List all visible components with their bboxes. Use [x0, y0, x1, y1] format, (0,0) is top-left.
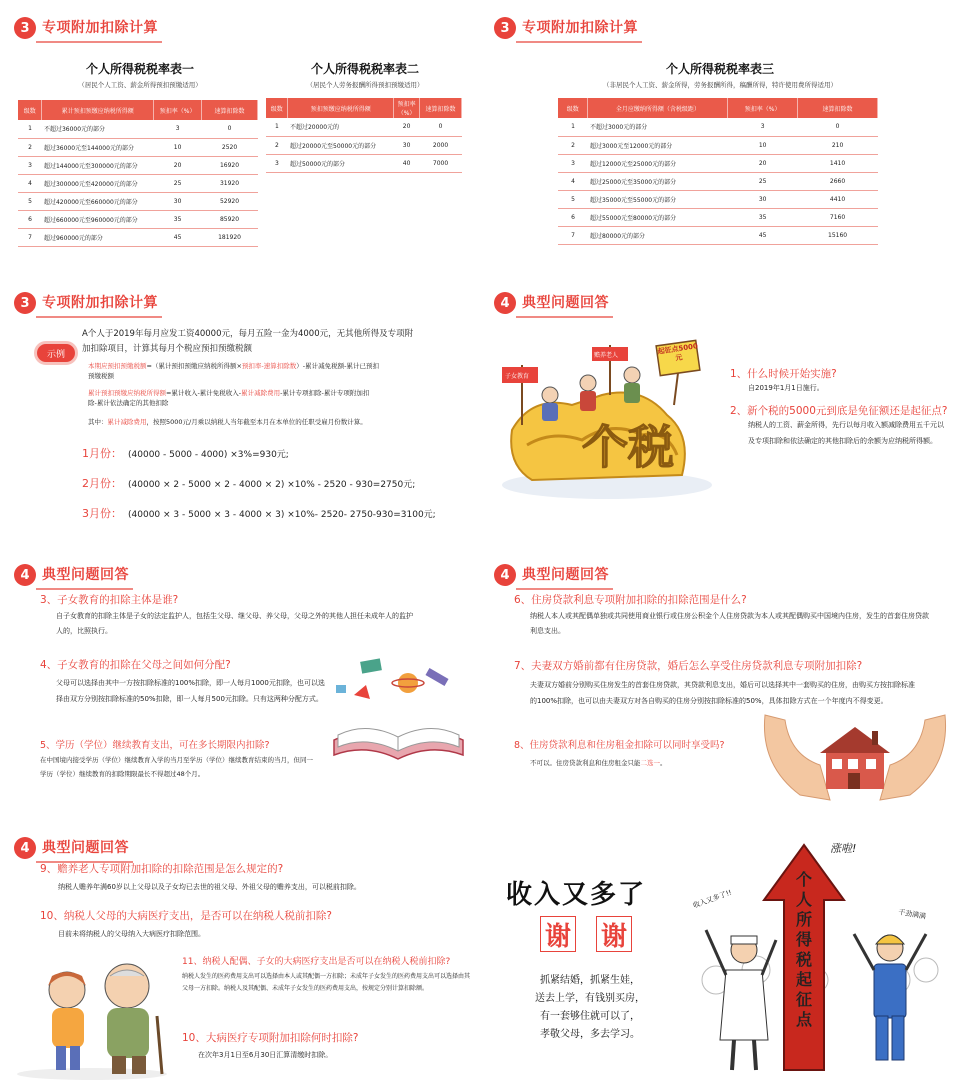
- section-number: 4: [494, 564, 516, 586]
- answer-8-highlight: 二选一: [640, 759, 660, 767]
- section-title: 典型问题回答: [522, 564, 609, 586]
- answer-8: [530, 756, 770, 771]
- table-cell: 7: [558, 226, 588, 244]
- table-cell: 15160: [798, 226, 878, 244]
- table-row: [558, 172, 878, 190]
- example-intro-line: 加扣除项目，计算其每月个税应预扣预缴税额: [82, 344, 253, 354]
- img-sign-text: 起征点5000元: [657, 342, 699, 363]
- table-cell: 超过144000元至300000元的部分: [42, 156, 154, 174]
- month-calc-2: [82, 475, 415, 491]
- question-3: 3、子女教育的扣除主体是谁?: [40, 594, 179, 606]
- shout-1: 涨啦!: [830, 842, 857, 855]
- table-cell: 0: [798, 118, 878, 136]
- formula-2: [88, 388, 448, 408]
- table-cell: 超过12000元至25000元的部分: [588, 154, 728, 172]
- table3-body: [558, 118, 878, 244]
- table-cell: 52920: [202, 192, 258, 210]
- table-header: 级数: [266, 98, 288, 118]
- table-cell: 1: [266, 118, 288, 136]
- table-cell: 0: [420, 118, 462, 136]
- elder-and-child-illustration: [12, 946, 177, 1081]
- question-11: 11、纳税人配偶、子女的大病医疗支出是否可以在纳税人税前扣除?: [182, 957, 451, 967]
- section-number: 4: [14, 564, 36, 586]
- section-number: 4: [494, 292, 516, 314]
- table1-subtitle: （居民个人工资、薪金所得预扣预缴适用）: [78, 81, 202, 89]
- month-formula: (40000 × 3 - 5000 × 3 - 4000 × 3) ×10%- 2520- 2750-930=3100元;: [128, 510, 436, 520]
- table-row: [18, 156, 258, 174]
- table-cell: 2000: [420, 136, 462, 154]
- table-cell: 超过20000元至50000元的部分: [288, 136, 394, 154]
- table-row: [558, 226, 878, 244]
- table-cell: 30: [154, 192, 202, 210]
- table-cell: 2660: [798, 172, 878, 190]
- table-cell: 1410: [798, 154, 878, 172]
- table-cell: 3: [18, 156, 42, 174]
- answer-6: 纳税人本人或其配偶单独或共同使用商业银行或住房公积金个人住房贷款为本人或其配偶购买中国境内住房，发生的首套住房贷款利息支出。: [530, 612, 929, 635]
- table-cell: 超过50000元的部分: [288, 154, 394, 172]
- table-row: [18, 210, 258, 228]
- table-cell: 1: [558, 118, 588, 136]
- answer-2: 纳税人的工资、薪金所得，先行以每月收入额减除费用五千元以及专项扣除和依法确定的其他扣除后的余额为应纳税所得额。: [748, 421, 944, 445]
- table-cell: 210: [798, 136, 878, 154]
- poem-line: 抓紧结婚，抓紧生娃，: [540, 975, 640, 986]
- month-formula: (40000 - 5000 - 4000) ×3%=930元;: [128, 450, 289, 460]
- table-cell: 4: [18, 174, 42, 192]
- table-cell: 不超过36000元的部分: [42, 120, 154, 138]
- table1-title: 个人所得税税率表一: [85, 62, 194, 76]
- table-cell: 45: [154, 228, 202, 246]
- thanks-headline: 收入又多了: [506, 880, 647, 910]
- table-cell: 2: [558, 136, 588, 154]
- section-number: 3: [14, 17, 36, 39]
- answer-8-text: 。: [660, 759, 667, 767]
- formula-term: 预扣率-速算扣除数: [241, 362, 297, 370]
- table-cell: 20: [728, 154, 798, 172]
- section-header: [494, 564, 609, 586]
- table-cell: 超过25000元至35000元的部分: [588, 172, 728, 190]
- table-cell: 超过420000元至660000元的部分: [42, 192, 154, 210]
- table-cell: 20: [154, 156, 202, 174]
- table-row: [266, 118, 462, 136]
- table-cell: 2520: [202, 138, 258, 156]
- formula-text: =累计收入-累计免税收入-: [166, 389, 242, 397]
- table1-body: [18, 120, 258, 246]
- img-flag-2: 赡养老人: [594, 352, 619, 359]
- table-cell: 不超过3000元的部分: [588, 118, 728, 136]
- slide-calculation-example: [0, 275, 480, 543]
- table-cell: 40: [394, 154, 420, 172]
- table-cell: 35: [154, 210, 202, 228]
- table-header: 预扣率（%）: [728, 98, 798, 118]
- formula-1: [88, 361, 448, 381]
- table-cell: 25: [728, 172, 798, 190]
- question-6: 6、住房贷款利息专项附加扣除的扣除范围是什么?: [514, 594, 747, 606]
- table2-body: [266, 118, 462, 172]
- table-row: [558, 154, 878, 172]
- thanks-char: 谢: [596, 916, 632, 952]
- table-row: [18, 192, 258, 210]
- poem-line: 有一套够住就可以了，: [540, 1011, 640, 1022]
- tax-cartoon-illustration: [492, 335, 722, 505]
- table-cell: 超过3000元至12000元的部分: [588, 136, 728, 154]
- answer-11: 纳税人发生的医药费用支出可以选择由本人或其配偶一方扣除；未成年子女发生的医药费用支出可以选择由其父母一方扣除。纳税人及其配偶、未成年子女发生的医药费用支出，按规定分别计算扣除额。: [182, 973, 471, 992]
- answer-12: 在次年3月1日至6月30日汇算清缴时扣除。: [198, 1051, 333, 1059]
- note-text: ，按照5000元/月乘以纳税人当年截至本月在本单位的任职受雇月份数计算。: [146, 418, 367, 426]
- table-cell: 31920: [202, 174, 258, 192]
- formula-term: 累计减除费用: [241, 389, 281, 397]
- slide-tax-table-3: [480, 0, 960, 270]
- table-cell: 35: [728, 208, 798, 226]
- table-cell: 30: [728, 190, 798, 208]
- question-10: 10、纳税人父母的大病医疗支出，是否可以在纳税人税前扣除?: [40, 910, 332, 922]
- open-book-illustration: [326, 655, 471, 775]
- table-cell: 2: [266, 136, 288, 154]
- section-number: 3: [14, 292, 36, 314]
- example-intro-line: A个人于2019年每月应发工资40000元，每月五险一金为4000元，无其他所得及专项附: [82, 329, 414, 339]
- table-row: [18, 120, 258, 138]
- answer-3: 自子女教育的扣除主体是子女的法定监护人，包括生父母、继父母、养父母，父母之外的其他人担任未成年人的监护人的，比照执行。: [56, 612, 413, 635]
- month-formula: (40000 × 2 - 5000 × 2 - 4000 × 2) ×10% - 2520 - 930=2750元;: [128, 480, 416, 490]
- poem-line: 孝敬父母，多去学习。: [540, 1029, 640, 1040]
- table-cell: 7000: [420, 154, 462, 172]
- month-label: 3月份：: [82, 507, 122, 520]
- month-label: 1月份：: [82, 447, 122, 460]
- table-header: 速算扣除数: [798, 98, 878, 118]
- table-cell: 超过300000元至420000元的部分: [42, 174, 154, 192]
- month-calc-1: [82, 445, 289, 461]
- slide-thanks: [480, 820, 960, 1084]
- table-cell: 超过80000元的部分: [588, 226, 728, 244]
- slide-tax-tables-1-2: [0, 0, 480, 270]
- month-calc-3: [82, 505, 436, 521]
- question-12: 10、大病医疗专项附加扣除何时扣除?: [182, 1032, 359, 1044]
- poem-line: 送去上学，有钱别买房，: [535, 993, 645, 1004]
- table-cell: 20: [394, 118, 420, 136]
- answer-9: 纳税人赡养年满60岁以上父母以及子女均已去世的祖父母、外祖父母的赡养支出，可以税前扣除。: [58, 883, 361, 891]
- section-number: 3: [494, 17, 516, 39]
- tax-table-2: [266, 98, 462, 173]
- slide-qa-9-12: [0, 820, 480, 1084]
- table-cell: 不超过20000元的: [288, 118, 394, 136]
- table-row: [18, 228, 258, 246]
- house-in-hands-illustration: [760, 705, 950, 805]
- section-title: 典型问题回答: [522, 292, 609, 314]
- table3-title: 个人所得税税率表三: [665, 62, 774, 76]
- section-number: 4: [14, 837, 36, 859]
- example-intro: [82, 327, 472, 357]
- question-5: 5、学历（学位）继续教育支出，可在多长期限内扣除?: [40, 740, 270, 751]
- month-label: 2月份：: [82, 477, 122, 490]
- table-header: 预扣预缴应纳税所得额: [288, 98, 394, 118]
- question-9: 9、赡养老人专项附加扣除的扣除范围是怎么规定的?: [40, 863, 284, 875]
- table-cell: 3: [154, 120, 202, 138]
- table-row: [18, 174, 258, 192]
- table-header: 全月应缴纳所得额（含税级距）: [588, 98, 728, 118]
- section-title: 专项附加扣除计算: [42, 17, 158, 39]
- thanks-poem: [510, 972, 670, 1044]
- table-cell: 85920: [202, 210, 258, 228]
- table-cell: 超过660000元至960000元的部分: [42, 210, 154, 228]
- note-text: 其中：: [88, 418, 108, 426]
- table-header: 速算扣除数: [202, 100, 258, 120]
- table-row: [558, 118, 878, 136]
- answer-1: 自2019年1月1日施行。: [748, 384, 824, 392]
- table-row: [558, 208, 878, 226]
- section-header: [494, 17, 638, 39]
- formula-note: [88, 417, 458, 426]
- answer-4: 父母可以选择由其中一方按扣除标准的100%扣除，即一人每月1000元扣除，也可以选择由双方分别按扣除标准的50%扣除，即一人每月500元扣除。只有这两种分配方式。: [56, 679, 325, 703]
- question-8: 8、住房贷款利息和住房租金扣除可以同时享受吗?: [514, 740, 725, 751]
- formula-text: 预缴税额: [88, 372, 114, 380]
- slide-qa-6-8: [480, 547, 960, 817]
- table-cell: 6: [18, 210, 42, 228]
- table-cell: 5: [558, 190, 588, 208]
- section-header: [494, 292, 609, 314]
- img-big-text: 个税: [582, 420, 674, 474]
- table-cell: 30: [394, 136, 420, 154]
- table-cell: 超过35000元至55000元的部分: [588, 190, 728, 208]
- table-cell: 7: [18, 228, 42, 246]
- example-badge: 示例: [34, 341, 78, 365]
- celebration-illustration: [676, 830, 956, 1080]
- formula-text: -累计专项扣除-累计专项附加扣: [280, 389, 370, 397]
- table-cell: 10: [728, 136, 798, 154]
- formula-text: =（累计预扣预缴应纳税所得额×: [146, 362, 242, 370]
- tax-table-1: [18, 100, 258, 247]
- table-row: [558, 190, 878, 208]
- table-cell: 3: [558, 154, 588, 172]
- table-header: 级数: [18, 100, 42, 120]
- formula-term: 本期应预扣预缴税额: [88, 362, 147, 370]
- table-cell: 超过55000元至80000元的部分: [588, 208, 728, 226]
- table-cell: 超过36000元至144000元的部分: [42, 138, 154, 156]
- section-title: 典型问题回答: [42, 564, 129, 586]
- table-cell: 4410: [798, 190, 878, 208]
- shout-3: 干劲满满: [897, 908, 927, 921]
- table-cell: 超过960000元的部分: [42, 228, 154, 246]
- table-row: [18, 138, 258, 156]
- tax-table-3: [558, 98, 878, 245]
- table-cell: 2: [18, 138, 42, 156]
- table-cell: 3: [266, 154, 288, 172]
- answer-8-text: 不可以。住房贷款利息和住房租金只能: [530, 759, 641, 767]
- table-header: 预扣率（%）: [394, 98, 420, 118]
- table-cell: 6: [558, 208, 588, 226]
- answer-5: 在中国境内接受学历（学位）继续教育入学的当月至学历（学位）继续教育结束的当月，但同一学历（学位）继续教育的扣除期限最长不得超过48个月。: [40, 756, 313, 778]
- table2-subtitle: （居民个人劳务报酬所得预扣预缴适用）: [306, 81, 424, 89]
- table-cell: 7160: [798, 208, 878, 226]
- slide-qa-3-5: [0, 547, 480, 817]
- table-cell: 10: [154, 138, 202, 156]
- img-flag-1: 子女教育: [505, 373, 530, 380]
- formula-text: 除-累计依法确定的其他扣除: [88, 399, 169, 407]
- table-cell: 0: [202, 120, 258, 138]
- question-4: 4、子女教育的扣除在父母之间如何分配?: [40, 659, 231, 671]
- table-cell: 5: [18, 192, 42, 210]
- table-row: [266, 154, 462, 172]
- section-header: [14, 292, 158, 314]
- table-header: 累计预扣预缴应纳税所得额: [42, 100, 154, 120]
- question-7: 7、夫妻双方婚前都有住房贷款，婚后怎么享受住房贷款利息专项附加扣除?: [514, 660, 863, 672]
- table-header: 速算扣除数: [420, 98, 462, 118]
- table3-subtitle: （非居民个人工资、薪金所得，劳务报酬所得，稿酬所得，特许使用费所得适用）: [603, 81, 837, 89]
- question-2: 2、新个税的5000元到底是免征额还是起征点?: [730, 405, 948, 417]
- table-header: 级数: [558, 98, 588, 118]
- arrow-label: 个人所得税起征点: [795, 870, 812, 1029]
- formula-term: 累计预扣预缴应纳税所得额: [88, 389, 166, 397]
- section-header: [14, 17, 158, 39]
- note-term: 累计减除费用: [107, 418, 147, 426]
- table-row: [266, 136, 462, 154]
- question-1: 1、什么时候开始实施?: [730, 368, 837, 380]
- table-row: [558, 136, 878, 154]
- table-cell: 45: [728, 226, 798, 244]
- slide-qa-1-2: [480, 275, 960, 543]
- table-cell: 16920: [202, 156, 258, 174]
- section-header: [14, 837, 129, 859]
- formula-text: ）-累计减免税额-累计已预扣: [296, 362, 379, 370]
- table-cell: 3: [728, 118, 798, 136]
- section-title: 专项附加扣除计算: [42, 292, 158, 314]
- section-header: [14, 564, 129, 586]
- answer-10: 目前未将纳税人的父母纳入大病医疗扣除范围。: [58, 930, 205, 938]
- section-title: 典型问题回答: [42, 837, 129, 859]
- table-cell: 181920: [202, 228, 258, 246]
- table2-title: 个人所得税税率表二: [310, 62, 419, 76]
- answer-7: 夫妻双方婚前分别购买住房发生的首套住房贷款，其贷款利息支出，婚后可以选择其中一套购买的住房，由购买方按扣除标准的100%扣除，也可以由夫妻双方对各自购买的住房分别按扣除标准的50%，具体扣除方式在一个年度内不得变更。: [530, 681, 915, 705]
- shout-2: 收入又多了!!: [691, 888, 733, 910]
- thanks-char: 谢: [540, 916, 576, 952]
- table-cell: 1: [18, 120, 42, 138]
- table-header: 预扣率（%）: [154, 100, 202, 120]
- table-cell: 4: [558, 172, 588, 190]
- section-title: 专项附加扣除计算: [522, 17, 638, 39]
- table-cell: 25: [154, 174, 202, 192]
